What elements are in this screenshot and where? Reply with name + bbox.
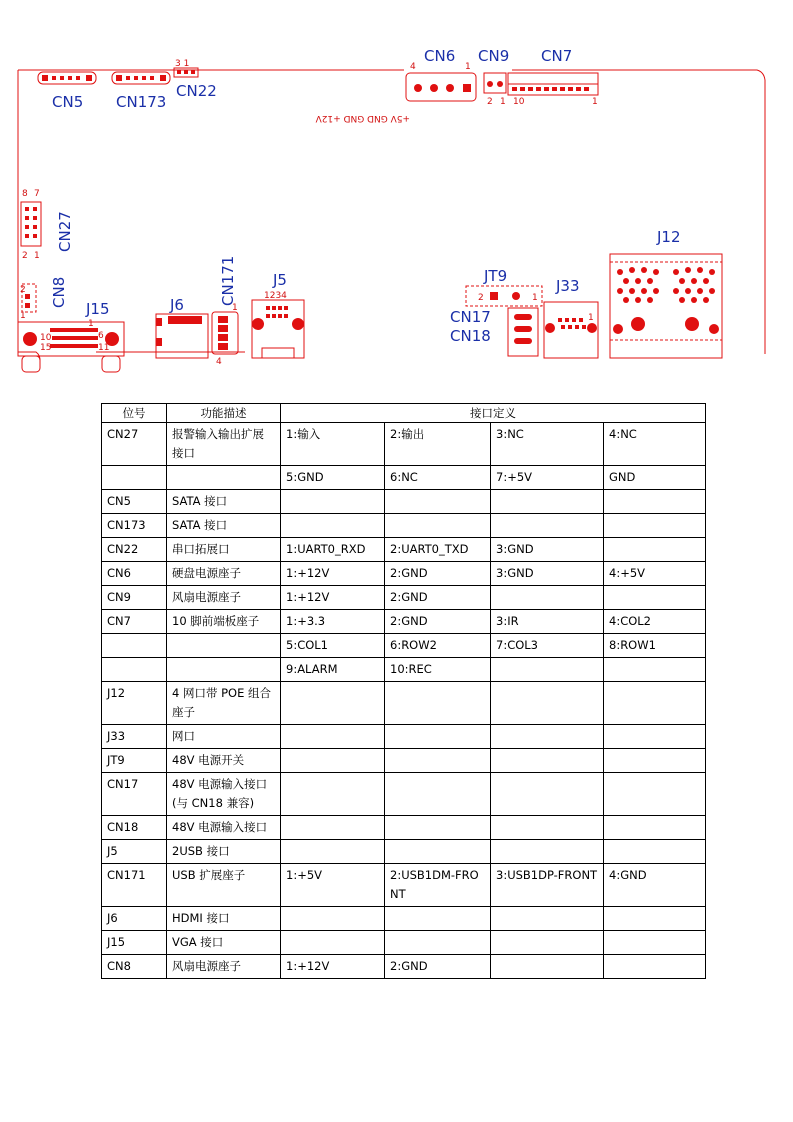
j15-pin-6: 6 <box>98 331 104 341</box>
table-cell: J33 <box>102 725 167 749</box>
cn173-connector <box>112 72 170 111</box>
cn5-label: CN5 <box>52 93 84 111</box>
table-row <box>102 725 706 749</box>
table-cell: 1:+12V <box>281 586 385 610</box>
j15-pin-1: 1 <box>88 319 94 329</box>
table-cell <box>385 931 491 955</box>
header-interface-definition: 接口定义 <box>281 404 706 423</box>
table-cell: CN5 <box>102 490 167 514</box>
cn6-label: CN6 <box>424 47 456 65</box>
table-cell: J6 <box>102 907 167 931</box>
table-cell: CN9 <box>102 586 167 610</box>
table-cell <box>491 682 604 725</box>
table-cell: 2:GND <box>385 562 491 586</box>
table-cell: 5:GND <box>281 466 385 490</box>
table-cell: 7:COL3 <box>491 634 604 658</box>
j15-pin-15: 15 <box>40 343 52 353</box>
table-cell: 1:+5V <box>281 864 385 907</box>
table-cell: 3:USB1DP-FRONT <box>491 864 604 907</box>
cn22-label: CN22 <box>176 82 217 100</box>
table-cell: CN18 <box>102 816 167 840</box>
table-cell: 3:NC <box>491 423 604 466</box>
table-cell <box>604 586 706 610</box>
cn6-pin-1: 1 <box>465 62 471 72</box>
cn8-label: CN8 <box>50 276 68 308</box>
table-cell: 5:COL1 <box>281 634 385 658</box>
cn171-pin-1: 1 <box>232 303 238 313</box>
table-cell: CN7 <box>102 610 167 634</box>
table-row <box>102 586 706 610</box>
table-cell: 9:ALARM <box>281 658 385 682</box>
table-cell <box>604 907 706 931</box>
table-cell <box>604 490 706 514</box>
cn9-pin-2: 2 <box>487 97 493 107</box>
table-cell <box>281 816 385 840</box>
table-row <box>102 682 706 725</box>
table-cell: SATA 接口 <box>167 490 281 514</box>
table-cell <box>604 658 706 682</box>
table-cell: J15 <box>102 931 167 955</box>
table-cell <box>385 907 491 931</box>
table-cell <box>167 634 281 658</box>
j33-label: J33 <box>556 277 580 295</box>
cn8-pin-2: 2 <box>20 285 26 295</box>
cn17-label: CN17 <box>450 308 491 326</box>
j5-connector <box>252 271 304 358</box>
table-cell: 2:UART0_TXD <box>385 538 491 562</box>
cn27-label: CN27 <box>56 211 74 252</box>
table-row <box>102 610 706 634</box>
cn173-label: CN173 <box>116 93 167 111</box>
table-cell: CN17 <box>102 773 167 816</box>
table-cell: 4:NC <box>604 423 706 466</box>
table-row <box>102 931 706 955</box>
j5-label: J5 <box>273 271 287 289</box>
cn27-pin-8: 8 <box>22 189 28 199</box>
table-row <box>102 658 706 682</box>
table-cell <box>491 773 604 816</box>
table-cell: CN8 <box>102 955 167 979</box>
table-body <box>102 423 706 979</box>
table-cell <box>604 514 706 538</box>
table-cell: CN6 <box>102 562 167 586</box>
table-cell <box>385 490 491 514</box>
table-cell: 1:+3.3 <box>281 610 385 634</box>
table-cell <box>385 514 491 538</box>
table-cell <box>491 816 604 840</box>
table-row <box>102 773 706 816</box>
table-cell: CN22 <box>102 538 167 562</box>
table-cell <box>281 840 385 864</box>
table-cell: 48V 电源输入接口 <box>167 816 281 840</box>
table-cell: HDMI 接口 <box>167 907 281 931</box>
table-cell: 硬盘电源座子 <box>167 562 281 586</box>
table-cell: 2:GND <box>385 955 491 979</box>
table-cell: 10:REC <box>385 658 491 682</box>
table-row <box>102 514 706 538</box>
table-row <box>102 538 706 562</box>
cn18-label: CN18 <box>450 327 491 345</box>
table-cell: 网口 <box>167 725 281 749</box>
table-cell <box>604 840 706 864</box>
table-cell <box>491 955 604 979</box>
table-cell <box>281 907 385 931</box>
cn17-cn18-connector <box>450 308 538 356</box>
table-cell: VGA 接口 <box>167 931 281 955</box>
j12-connector <box>610 228 722 358</box>
table-row <box>102 955 706 979</box>
j15-pin-11: 11 <box>98 343 110 353</box>
cn9-connector <box>478 47 509 107</box>
table-cell: 48V 电源输入接口(与 CN18 兼容) <box>167 773 281 816</box>
table-cell <box>281 725 385 749</box>
table-cell <box>604 682 706 725</box>
table-row <box>102 466 706 490</box>
cn27-connector <box>21 189 74 261</box>
table-cell <box>491 514 604 538</box>
table-cell <box>604 955 706 979</box>
table-cell: 风扇电源座子 <box>167 955 281 979</box>
table-cell: 1:+12V <box>281 955 385 979</box>
header-position: 位号 <box>102 404 167 423</box>
table-cell <box>281 931 385 955</box>
table-cell: CN171 <box>102 864 167 907</box>
jt9-label: JT9 <box>484 267 508 285</box>
table-cell: SATA 接口 <box>167 514 281 538</box>
table-header-row <box>102 404 706 423</box>
cn22-connector <box>174 59 217 100</box>
table-cell: J12 <box>102 682 167 725</box>
table-cell <box>385 725 491 749</box>
j6-connector <box>156 296 208 358</box>
j33-pin-1: 1 <box>588 313 594 323</box>
cn7-pin-1: 1 <box>592 97 598 107</box>
table-cell <box>491 725 604 749</box>
table-cell <box>604 538 706 562</box>
table-cell <box>281 490 385 514</box>
table-cell <box>385 773 491 816</box>
table-cell <box>281 514 385 538</box>
table-cell <box>281 682 385 725</box>
table-cell: 2:USB1DM-FRONT <box>385 864 491 907</box>
table-cell: 10 脚前端板座子 <box>167 610 281 634</box>
table-cell <box>491 931 604 955</box>
table-cell <box>281 749 385 773</box>
header-function: 功能描述 <box>167 404 281 423</box>
cn171-label: CN171 <box>219 255 237 306</box>
j15-connector <box>18 300 124 372</box>
table-cell: 4 网口带 POE 组合座子 <box>167 682 281 725</box>
jt9-pin-1: 1 <box>532 293 538 303</box>
table-cell: 7:+5V <box>491 466 604 490</box>
cn27-pin-7: 7 <box>34 189 40 199</box>
table-row <box>102 423 706 466</box>
j15-label: J15 <box>86 300 110 318</box>
cn8-pin-1: 1 <box>20 311 26 321</box>
table-cell: 报警输入输出扩展接口 <box>167 423 281 466</box>
table-cell <box>281 773 385 816</box>
table-cell <box>102 634 167 658</box>
table-cell: 2USB 接口 <box>167 840 281 864</box>
table-row <box>102 840 706 864</box>
table-cell: 3:IR <box>491 610 604 634</box>
j15-pin-10: 10 <box>40 333 52 343</box>
table-row <box>102 864 706 907</box>
table-cell: 4:GND <box>604 864 706 907</box>
cn7-pin-10: 10 <box>513 97 525 107</box>
cn5-connector <box>38 72 96 111</box>
cn27-pin-1: 1 <box>34 251 40 261</box>
table-cell <box>167 466 281 490</box>
table-cell <box>491 749 604 773</box>
table-cell: 4:+5V <box>604 562 706 586</box>
jt9-switch <box>466 267 542 306</box>
table-cell <box>385 749 491 773</box>
table-cell <box>385 816 491 840</box>
table-cell <box>604 725 706 749</box>
interface-definition-table <box>101 403 706 979</box>
cn171-connector <box>212 256 238 367</box>
j33-connector <box>544 277 598 358</box>
table-cell: 3:GND <box>491 562 604 586</box>
table-row <box>102 634 706 658</box>
table-cell: 风扇电源座子 <box>167 586 281 610</box>
cn9-label: CN9 <box>478 47 510 65</box>
cn27-pin-2: 2 <box>22 251 28 261</box>
table-cell: 1:输入 <box>281 423 385 466</box>
table-cell: 48V 电源开关 <box>167 749 281 773</box>
table-cell <box>102 466 167 490</box>
j5-pin-marks: 1234 <box>264 291 287 301</box>
table-cell <box>491 490 604 514</box>
table-cell <box>491 840 604 864</box>
table-cell: 2:GND <box>385 586 491 610</box>
cn6-connector <box>315 47 476 123</box>
table-cell <box>491 907 604 931</box>
table-cell: GND <box>604 466 706 490</box>
table-cell: 6:ROW2 <box>385 634 491 658</box>
table-cell <box>491 658 604 682</box>
table-cell <box>604 931 706 955</box>
cn8-connector <box>20 277 68 321</box>
table-cell: 2:GND <box>385 610 491 634</box>
cn7-connector <box>508 47 598 107</box>
table-cell: CN173 <box>102 514 167 538</box>
table-cell: CN27 <box>102 423 167 466</box>
table-cell <box>491 586 604 610</box>
table-cell: 1:UART0_RXD <box>281 538 385 562</box>
j12-label: J12 <box>657 228 681 246</box>
table-cell: 串口拓展口 <box>167 538 281 562</box>
table-row <box>102 490 706 514</box>
board-layout-diagram <box>0 0 793 395</box>
table-cell <box>604 773 706 816</box>
table-cell: 6:NC <box>385 466 491 490</box>
table-cell: J5 <box>102 840 167 864</box>
table-cell <box>167 658 281 682</box>
table-cell: USB 扩展座子 <box>167 864 281 907</box>
table-cell <box>604 816 706 840</box>
table-cell: 1:+12V <box>281 562 385 586</box>
cn9-pin-1: 1 <box>500 97 506 107</box>
table-row <box>102 562 706 586</box>
table-cell: 4:COL2 <box>604 610 706 634</box>
table-cell <box>385 682 491 725</box>
j6-label: J6 <box>170 296 184 314</box>
cn171-pin-4: 4 <box>216 357 222 367</box>
table-row <box>102 816 706 840</box>
cn6-voltage-legend: +5V GND GND +12V <box>315 113 410 123</box>
table-cell: 3:GND <box>491 538 604 562</box>
table-cell: 2:输出 <box>385 423 491 466</box>
cn6-pin-4: 4 <box>410 62 416 72</box>
table-cell <box>604 749 706 773</box>
table-cell: 8:ROW1 <box>604 634 706 658</box>
table-row <box>102 907 706 931</box>
jt9-pin-2: 2 <box>478 293 484 303</box>
table-cell: JT9 <box>102 749 167 773</box>
cn7-label: CN7 <box>541 47 573 65</box>
table-cell <box>102 658 167 682</box>
table-cell <box>385 840 491 864</box>
cn22-pin-marks: 3 1 <box>175 59 190 69</box>
table-row <box>102 749 706 773</box>
